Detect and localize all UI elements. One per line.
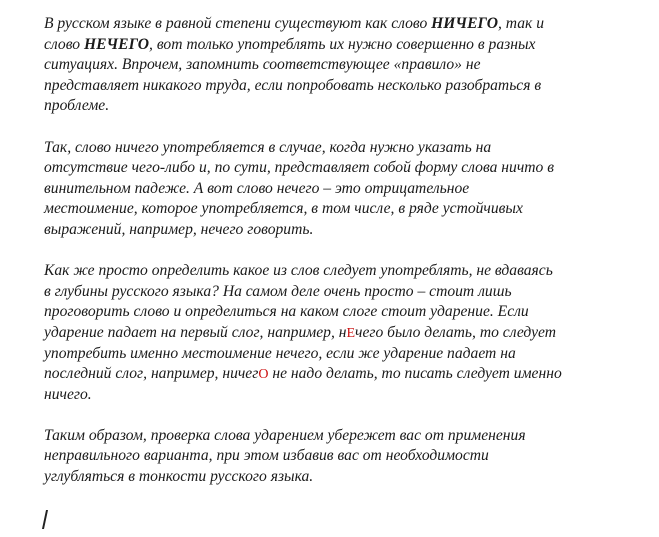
text-line: [44, 467, 644, 488]
text-run: местоимение, которое употребляется, в том числе, в ряде устойчивых: [44, 200, 523, 218]
text-run: углубляться в тонкости русского языка.: [44, 468, 314, 486]
text-run: последний слог, например, ничег: [44, 365, 259, 383]
stress-letter: О: [258, 367, 269, 383]
bold-word: НЕЧЕГО: [83, 35, 150, 53]
text-line: [44, 35, 644, 56]
text-run: , так и: [497, 15, 545, 32]
text-line: [44, 426, 644, 447]
text-run: неправильного варианта, при этом избавив вас от необходимости: [44, 447, 489, 465]
text-run: употребить именно местоимение нечего, если же ударение падает на: [44, 344, 516, 362]
text-line: [44, 76, 644, 97]
text-line: [44, 282, 644, 303]
bold-word: НИЧЕГО: [431, 15, 498, 32]
stress-letter: Е: [346, 325, 356, 341]
paragraph-3: [44, 261, 644, 405]
text-run: отсутствие чего-либо и, по сути, представляет собой форму слова ничто в: [44, 159, 555, 177]
text-line: [44, 364, 644, 385]
text-run: ситуациях. Впрочем, запомнить соответствующее «правило» не: [44, 56, 481, 74]
text-cursor: [42, 510, 48, 529]
text-line: [44, 14, 644, 35]
text-run: Так, слово ничего употребляется в случае, когда нужно указать на: [44, 138, 492, 156]
text-line: [44, 138, 644, 159]
text-run: проблеме.: [44, 97, 110, 115]
text-line: [44, 385, 644, 406]
text-line: [44, 96, 644, 117]
paragraph-2: [44, 138, 644, 241]
text-line: [44, 323, 644, 344]
text-line: [44, 179, 644, 200]
text-run: , вот только употреблять их нужно совершенно в разных: [149, 35, 536, 53]
text-line: [44, 344, 644, 365]
text-run: слово: [44, 35, 84, 53]
text-run: представляет никакого труда, если попробовать несколько разобраться в: [44, 76, 542, 94]
text-run: Таким образом, проверка слова ударением убережет вас от применения: [44, 426, 526, 444]
text-line: [44, 158, 644, 179]
text-run: проговорить слово и определиться на каком слоге стоит ударение. Если: [44, 303, 529, 321]
text-line: [44, 261, 644, 282]
text-run: Как же просто определить какое из слов следует употреблять, не вдаваясь: [44, 262, 553, 280]
text-run: ударение падает на первый слог, например, н: [44, 323, 347, 341]
text-run: чего было делать, то следует: [355, 323, 557, 341]
text-line: [44, 302, 644, 323]
document-body: [44, 14, 644, 508]
text-run: в глубины русского языка? На самом деле очень просто – стоит лишь: [44, 282, 512, 300]
paragraph-1: [44, 14, 644, 117]
text-run: не надо делать, то писать следует именно: [268, 365, 562, 383]
text-run: ничего.: [44, 385, 92, 403]
text-run: винительном падеже. А вот слово нечего – это отрицательное: [44, 179, 470, 197]
text-line: [44, 55, 644, 76]
text-line: [44, 199, 644, 220]
text-run: В русском языке в равной степени существуют как слово: [44, 15, 432, 32]
text-line: [44, 220, 644, 241]
text-run: выражений, например, нечего говорить.: [44, 220, 314, 238]
text-line: [44, 446, 644, 467]
paragraph-4: [44, 426, 644, 488]
